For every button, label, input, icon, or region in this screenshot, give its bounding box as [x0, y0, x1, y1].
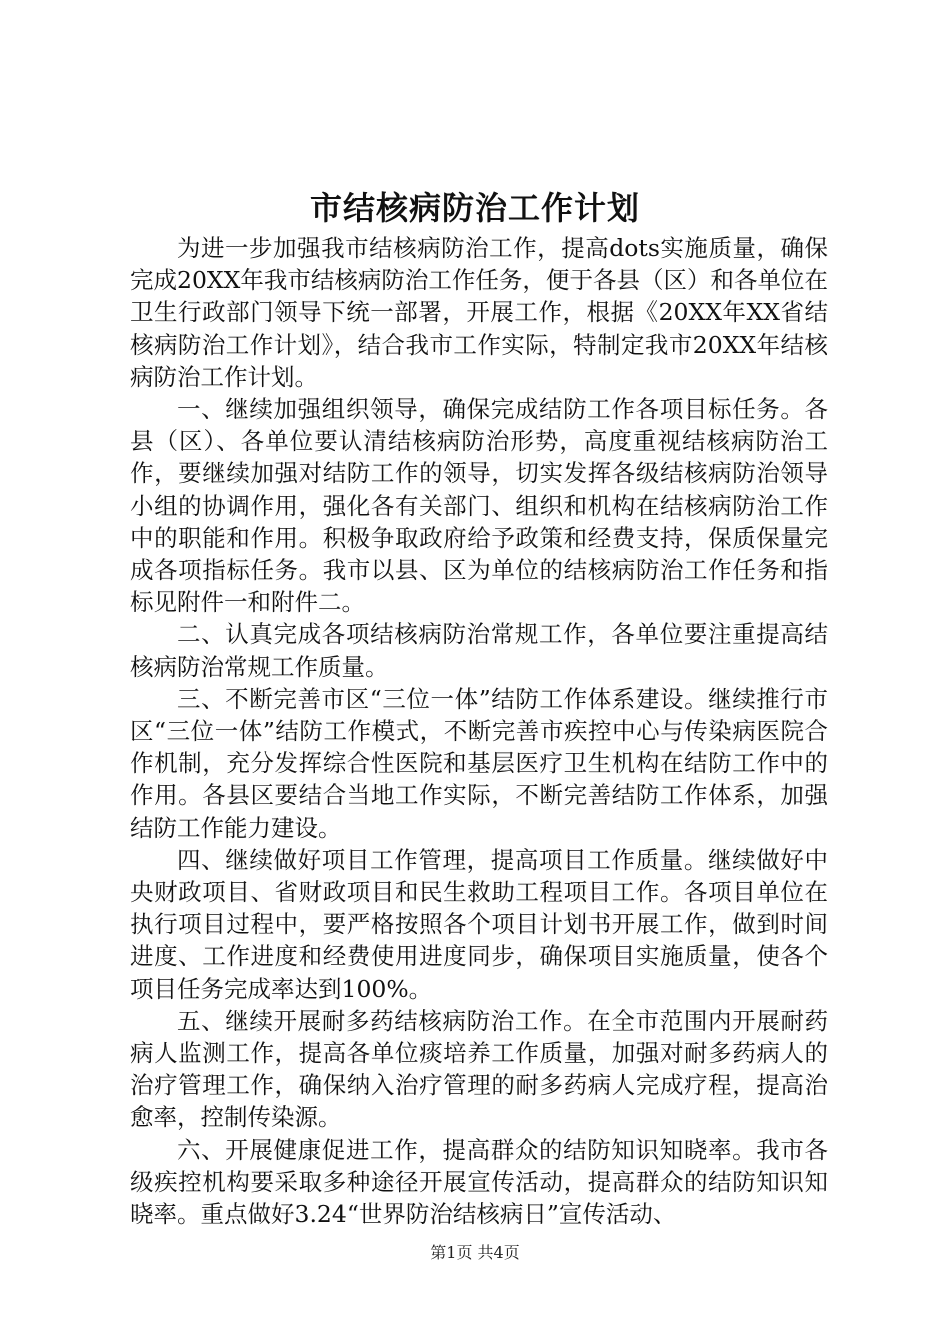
- page-number-footer: 第1页 共4页: [430, 1243, 520, 1262]
- paragraph-intro: 为进一步加强我市结核病防治工作，提高dots实施质量，确保完成20XX年我市结核病防治工作任务，便于各县（区）和各单位在卫生行政部门领导下统一部署，开展工作，根据《20XX年XX省结核病防治工作计划》，结合我市工作实际，特制定我市20XX年结核病防治工作计划。: [130, 234, 828, 391]
- paragraph-section-6: 六、开展健康促进工作，提高群众的结防知识知晓率。我市各级疾控机构要采取多种途径开展宣传活动，提高群众的结防知识知晓率。重点做好3.24“世界防治结核病日”宣传活动、: [130, 1135, 828, 1229]
- paragraph-section-4: 四、继续做好项目工作管理，提高项目工作质量。继续做好中央财政项目、省财政项目和民生救助工程项目工作。各项目单位在执行项目过程中，要严格按照各个项目计划书开展工作，做到时间进度、工作进度和经费使用进度同步，确保项目实施质量，使各个项目任务完成率达到100%。: [130, 845, 828, 1003]
- paragraph-section-2: 二、认真完成各项结核病防治常规工作，各单位要注重提高结核病防治常规工作质量。: [130, 620, 828, 681]
- document-body: [130, 232, 828, 1230]
- paragraph-section-1: 一、继续加强组织领导，确保完成结防工作各项目标任务。各县（区）、各单位要认清结核病防治形势，高度重视结核病防治工作，要继续加强对结防工作的领导，切实发挥各级结核病防治领导小组的协调作用，强化各有关部门、组织和机构在结核病防治工作中的职能和作用。积极争取政府给予政策和经费支持，保质保量完成各项指标任务。我市以县、区为单位的结核病防治工作任务和指标见附件一和附件二。: [130, 395, 828, 617]
- paragraph-section-5: 五、继续开展耐多药结核病防治工作。在全市范围内开展耐药病人监测工作，提高各单位痰培养工作质量，加强对耐多药病人的治疗管理工作，确保纳入治疗管理的耐多药病人完成疗程，提高治愈率，控制传染源。: [130, 1006, 828, 1132]
- document-title: 市结核病防治工作计划: [309, 189, 640, 227]
- paragraph-section-3: 三、不断完善市区“三位一体”结防工作体系建设。继续推行市区“三位一体”结防工作模式，不断完善市疾控中心与传染病医院合作机制，充分发挥综合性医院和基层医疗卫生机构在结防工作中的作用。各县区要结合当地工作实际，不断完善结防工作体系，加强结防工作能力建设。: [130, 684, 828, 842]
